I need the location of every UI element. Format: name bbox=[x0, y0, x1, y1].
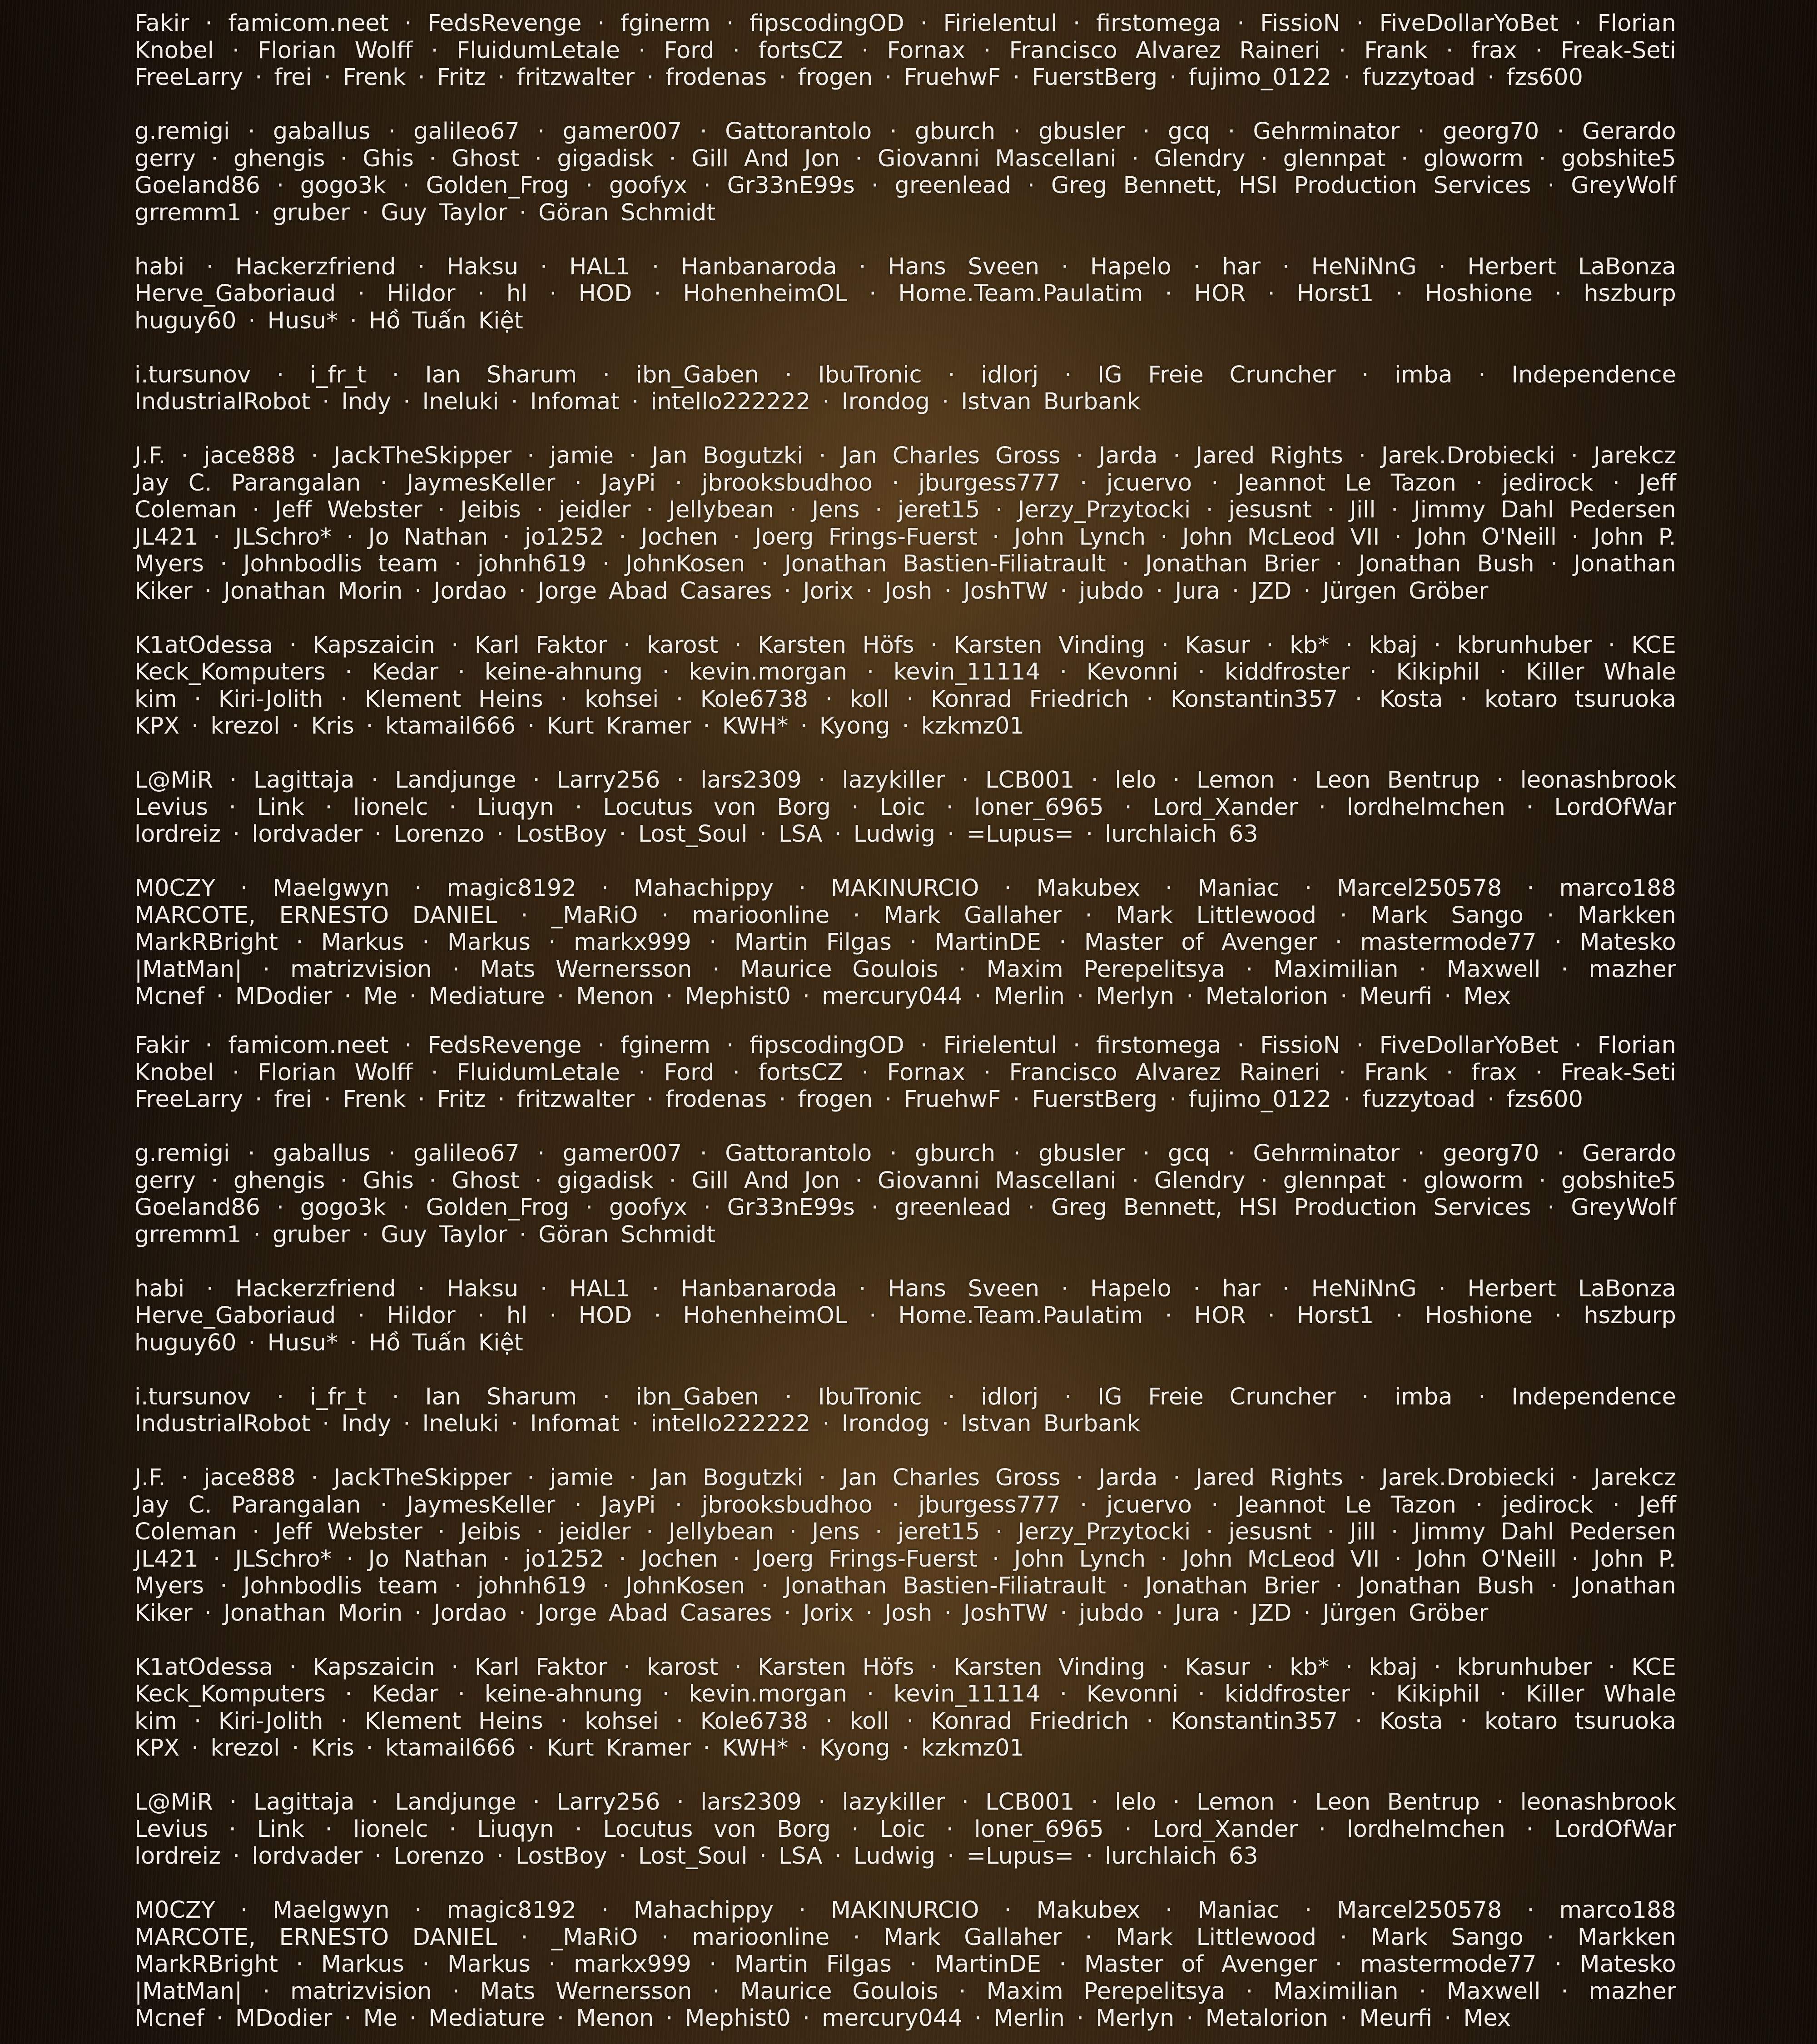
credits-line: Knobel · Florian Wolff · FluidumLetale · Ford · fortsCZ · Fornax · Francisco Alvarez Raineri · Frank · frax · Freak-Seti bbox=[134, 37, 1676, 64]
credits-line: kim · Kiri-Jolith · Klement Heins · kohsei · Kole6738 · koll · Konrad Friedrich · Konstantin357 · Kosta · kotaro tsuruoka bbox=[134, 686, 1676, 713]
credits-line: gerry · ghengis · Ghis · Ghost · gigadisk · Gill And Jon · Giovanni Mascellani · Glendry · glennpat · gloworm · gobshite5 bbox=[134, 145, 1676, 173]
credits-line: kim · Kiri-Jolith · Klement Heins · kohsei · Kole6738 · koll · Konrad Friedrich · Konstantin357 · Kosta · kotaro tsuruoka bbox=[134, 1708, 1676, 1735]
credits-line: Jay C. Parangalan · JaymesKeller · JayPi · jbrooksbudhoo · jburgess777 · jcuervo · Jeannot Le Tazon · jedirock · Jeff bbox=[134, 470, 1676, 497]
credits-line: FreeLarry · frei · Frenk · Fritz · fritzwalter · frodenas · frogen · FruehwF · FuerstBerg · fujimo_0122 · fuzzytoad · fzs600 bbox=[134, 64, 1676, 91]
credits-line: Coleman · Jeff Webster · Jeibis · jeidler · Jellybean · Jens · jeret15 · Jerzy_Przytocki · jesusnt · Jill · Jimmy Dahl Pedersen bbox=[134, 1518, 1676, 1546]
credits-line: Goeland86 · gogo3k · Golden_Frog · goofyx · Gr33nE99s · greenlead · Greg Bennett, HSI Production Services · GreyWolf bbox=[134, 1194, 1676, 1221]
credits-line: habi · Hackerzfriend · Haksu · HAL1 · Hanbanaroda · Hans Sveen · Hapelo · har · HeNiNnG · Herbert LaBonza bbox=[134, 1275, 1676, 1303]
credits-line: Mcnef · MDodier · Me · Mediature · Menon · Mephist0 · mercury044 · Merlin · Merlyn · Metalorion · Meurfi · Mex bbox=[134, 983, 1676, 1010]
credits-line: M0CZY · Maelgwyn · magic8192 · Mahachippy · MAKINURCIO · Makubex · Maniac · Marcel250578 · marco188 bbox=[134, 875, 1676, 902]
credits-line: K1atOdessa · Kapszaicin · Karl Faktor · karost · Karsten Höfs · Karsten Vinding · Kasur · kb* · kbaj · kbrunhuber · KCE bbox=[134, 1654, 1676, 1681]
credits-line: g.remigi · gaballus · galileo67 · gamer007 · Gattorantolo · gburch · gbusler · gcq · Gehrminator · georg70 · Gerardo bbox=[134, 1140, 1676, 1167]
credits-line: Herve_Gaboriaud · Hildor · hl · HOD · HohenheimOL · Home.Team.Paulatim · HOR · Horst1 · Hoshione · hszburp bbox=[134, 1302, 1676, 1330]
credits-line: grremm1 · gruber · Guy Taylor · Göran Schmidt bbox=[134, 1221, 1676, 1249]
credits-line: g.remigi · gaballus · galileo67 · gamer007 · Gattorantolo · gburch · gbusler · gcq · Gehrminator · georg70 · Gerardo bbox=[134, 118, 1676, 145]
credits-line: IndustrialRobot · Indy · Ineluki · Infomat · intello222222 · Irondog · Istvan Burbank bbox=[134, 1410, 1676, 1438]
credits-line: Fakir · famicom.neet · FedsRevenge · fginerm · fipscodingOD · Firielentul · firstomega · FissioN · FiveDollarYoBet · Florian bbox=[134, 10, 1676, 37]
credits-line: L@MiR · Lagittaja · Landjunge · Larry256 · lars2309 · lazykiller · LCB001 · lelo · Lemon · Leon Bentrup · leonashbrook bbox=[134, 1789, 1676, 1816]
credits-line: MARCOTE, ERNESTO DANIEL · _MaRiO · marioonline · Mark Gallaher · Mark Littlewood · Mark Sango · Markken bbox=[134, 1924, 1676, 1951]
credits-line: MarkRBright · Markus · Markus · markx999 · Martin Filgas · MartinDE · Master of Avenger · mastermode77 · Matesko bbox=[134, 929, 1676, 956]
credits-line: Goeland86 · gogo3k · Golden_Frog · goofyx · Gr33nE99s · greenlead · Greg Bennett, HSI Production Services · GreyWolf bbox=[134, 172, 1676, 199]
credits-line: J.F. · jace888 · JackTheSkipper · jamie · Jan Bogutzki · Jan Charles Gross · Jarda · Jared Rights · Jarek.Drobiecki · Jarekcz bbox=[134, 1464, 1676, 1492]
credits-line: huguy60 · Husu* · Hồ Tuấn Kiệt bbox=[134, 1330, 1676, 1357]
credits-line: Myers · Johnbodlis team · johnh619 · JohnKosen · Jonathan Bastien-Filiatrault · Jonathan Brier · Jonathan Bush · Jonathan bbox=[134, 551, 1676, 578]
credits-line: IndustrialRobot · Indy · Ineluki · Infomat · intello222222 · Irondog · Istvan Burbank bbox=[134, 388, 1676, 416]
credits-line: Levius · Link · lionelc · Liuqyn · Locutus von Borg · Loic · loner_6965 · Lord_Xander · lordhelmchen · LordOfWar bbox=[134, 1816, 1676, 1843]
credits-line: Levius · Link · lionelc · Liuqyn · Locutus von Borg · Loic · loner_6965 · Lord_Xander · lordhelmchen · LordOfWar bbox=[134, 794, 1676, 821]
credits-line: Kiker · Jonathan Morin · Jordao · Jorge Abad Casares · Jorix · Josh · JoshTW · jubdo · Jura · JZD · Jürgen Gröber bbox=[134, 1600, 1676, 1627]
credits-line: lordreiz · lordvader · Lorenzo · LostBoy · Lost_Soul · LSA · Ludwig · =Lupus= · lurchlaich 63 bbox=[134, 821, 1676, 848]
credits-line: KPX · krezol · Kris · ktamail666 · Kurt Kramer · KWH* · Kyong · kzkmz01 bbox=[134, 1735, 1676, 1762]
credits-line: Fakir · famicom.neet · FedsRevenge · fginerm · fipscodingOD · Firielentul · firstomega · FissioN · FiveDollarYoBet · Florian bbox=[134, 1032, 1676, 1059]
credits-line: Keck_Komputers · Kedar · keine-ahnung · kevin.morgan · kevin_11114 · Kevonni · kiddfroster · Kikiphil · Killer Whale bbox=[134, 1681, 1676, 1708]
credits-line: MarkRBright · Markus · Markus · markx999 · Martin Filgas · MartinDE · Master of Avenger · mastermode77 · Matesko bbox=[134, 1951, 1676, 1978]
credits-line: lordreiz · lordvader · Lorenzo · LostBoy · Lost_Soul · LSA · Ludwig · =Lupus= · lurchlaich 63 bbox=[134, 1843, 1676, 1870]
credits-line: M0CZY · Maelgwyn · magic8192 · Mahachippy · MAKINURCIO · Makubex · Maniac · Marcel250578 · marco188 bbox=[134, 1897, 1676, 1924]
credits-line: Knobel · Florian Wolff · FluidumLetale · Ford · fortsCZ · Fornax · Francisco Alvarez Raineri · Frank · frax · Freak-Seti bbox=[134, 1059, 1676, 1086]
credits-line: gerry · ghengis · Ghis · Ghost · gigadisk · Gill And Jon · Giovanni Mascellani · Glendry · glennpat · gloworm · gobshite5 bbox=[134, 1167, 1676, 1195]
credits-line: |MatMan| · matrizvision · Mats Wernersson · Maurice Goulois · Maxim Perepelitsya · Maximilian · Maxwell · mazher bbox=[134, 1978, 1676, 2005]
credits-line: Coleman · Jeff Webster · Jeibis · jeidler · Jellybean · Jens · jeret15 · Jerzy_Przytocki · jesusnt · Jill · Jimmy Dahl Pedersen bbox=[134, 496, 1676, 524]
credits-line: huguy60 · Husu* · Hồ Tuấn Kiệt bbox=[134, 308, 1676, 335]
credits-line: Jay C. Parangalan · JaymesKeller · JayPi · jbrooksbudhoo · jburgess777 · jcuervo · Jeannot Le Tazon · jedirock · Jeff bbox=[134, 1492, 1676, 1519]
credits-line: JL421 · JLSchro* · Jo Nathan · jo1252 · Jochen · Joerg Frings-Fuerst · John Lynch · John McLeod VII · John O'Neill · John P. bbox=[134, 524, 1676, 551]
credits-line: MARCOTE, ERNESTO DANIEL · _MaRiO · marioonline · Mark Gallaher · Mark Littlewood · Mark Sango · Markken bbox=[134, 902, 1676, 929]
credits-line: Keck_Komputers · Kedar · keine-ahnung · kevin.morgan · kevin_11114 · Kevonni · kiddfroster · Kikiphil · Killer Whale bbox=[134, 659, 1676, 686]
credits-line: grremm1 · gruber · Guy Taylor · Göran Schmidt bbox=[134, 199, 1676, 227]
credits-line: Kiker · Jonathan Morin · Jordao · Jorge Abad Casares · Jorix · Josh · JoshTW · jubdo · Jura · JZD · Jürgen Gröber bbox=[134, 578, 1676, 605]
credits-line: L@MiR · Lagittaja · Landjunge · Larry256 · lars2309 · lazykiller · LCB001 · lelo · Lemon · Leon Bentrup · leonashbrook bbox=[134, 767, 1676, 794]
credits-line: i.tursunov · i_fr_t · Ian Sharum · ibn_Gaben · IbuTronic · idlorj · IG Freie Cruncher · imba · Independence bbox=[134, 1384, 1676, 1411]
credits-line: FreeLarry · frei · Frenk · Fritz · fritzwalter · frodenas · frogen · FruehwF · FuerstBerg · fujimo_0122 · fuzzytoad · fzs600 bbox=[134, 1086, 1676, 1113]
credits-line: i.tursunov · i_fr_t · Ian Sharum · ibn_Gaben · IbuTronic · idlorj · IG Freie Cruncher · imba · Independence bbox=[134, 362, 1676, 389]
credits-line: |MatMan| · matrizvision · Mats Wernersson · Maurice Goulois · Maxim Perepelitsya · Maximilian · Maxwell · mazher bbox=[134, 956, 1676, 983]
credits-line: J.F. · jace888 · JackTheSkipper · jamie · Jan Bogutzki · Jan Charles Gross · Jarda · Jared Rights · Jarek.Drobiecki · Jarekcz bbox=[134, 442, 1676, 470]
credits-line: Myers · Johnbodlis team · johnh619 · JohnKosen · Jonathan Bastien-Filiatrault · Jonathan Brier · Jonathan Bush · Jonathan bbox=[134, 1573, 1676, 1600]
credits-line: Mcnef · MDodier · Me · Mediature · Menon · Mephist0 · mercury044 · Merlin · Merlyn · Metalorion · Meurfi · Mex bbox=[134, 2005, 1676, 2032]
credits-line: Herve_Gaboriaud · Hildor · hl · HOD · HohenheimOL · Home.Team.Paulatim · HOR · Horst1 · Hoshione · hszburp bbox=[134, 280, 1676, 308]
credits-line: habi · Hackerzfriend · Haksu · HAL1 · Hanbanaroda · Hans Sveen · Hapelo · har · HeNiNnG · Herbert LaBonza bbox=[134, 253, 1676, 281]
credits-line: K1atOdessa · Kapszaicin · Karl Faktor · karost · Karsten Höfs · Karsten Vinding · Kasur · kb* · kbaj · kbrunhuber · KCE bbox=[134, 632, 1676, 659]
credits-line: KPX · krezol · Kris · ktamail666 · Kurt Kramer · KWH* · Kyong · kzkmz01 bbox=[134, 713, 1676, 740]
credits-line: JL421 · JLSchro* · Jo Nathan · jo1252 · Jochen · Joerg Frings-Fuerst · John Lynch · John McLeod VII · John O'Neill · John P. bbox=[134, 1546, 1676, 1573]
